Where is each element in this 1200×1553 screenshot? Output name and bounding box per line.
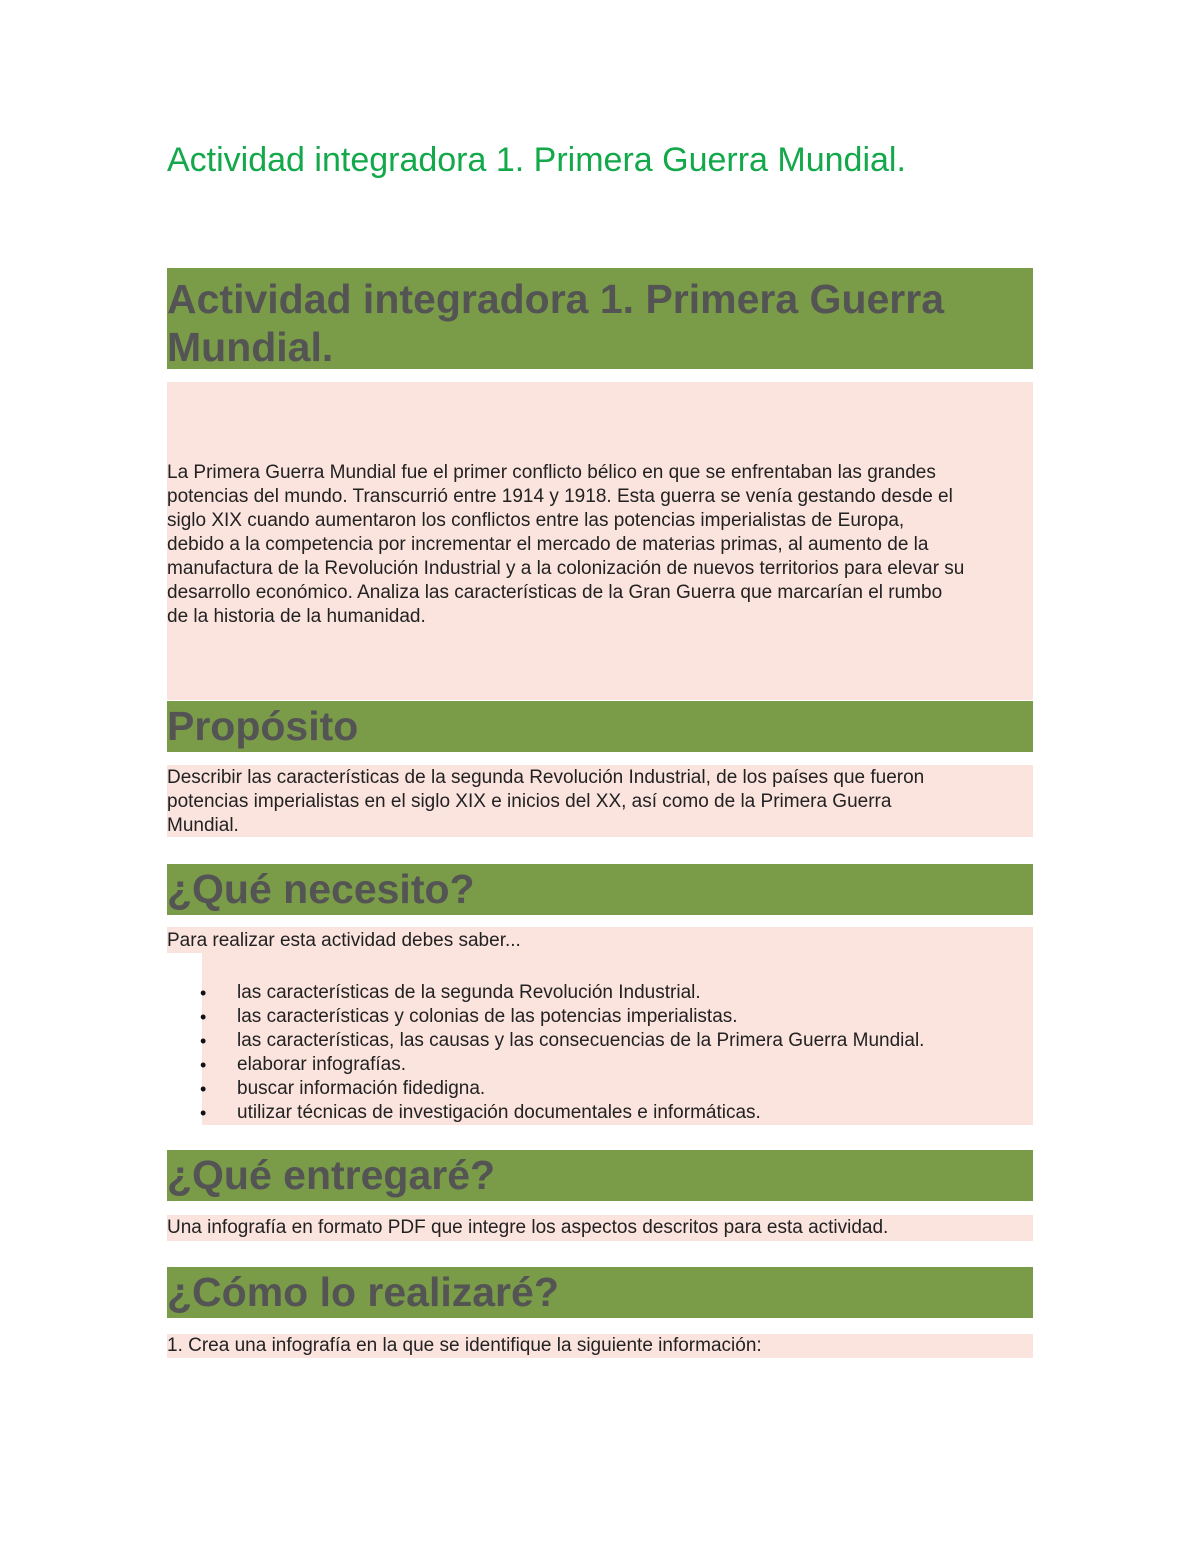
bullet-icon: • — [200, 1031, 207, 1051]
main-header-line-1: Actividad integradora 1. Primera Guerra — [167, 276, 944, 322]
intro-line: siglo XIX cuando aumentaron los conflictos entre las potencias imperialistas de Europa, — [167, 510, 905, 531]
section-heading-necesito: ¿Qué necesito? — [167, 864, 1033, 915]
list-item — [167, 1053, 924, 1077]
intro-panel — [167, 382, 1033, 700]
proposito-panel — [167, 765, 1033, 837]
proposito-line: potencias imperialistas en el siglo XIX e inicios del XX, así como de la Primera Guerra — [167, 791, 892, 812]
intro-line: La Primera Guerra Mundial fue el primer conflicto bélico en que se enfrentaban las grandes — [167, 462, 936, 483]
main-header-line-2: Mundial. — [167, 324, 334, 370]
list-item-text: las características y colonias de las potencias imperialistas. — [237, 1006, 738, 1027]
section-heading-entregare: ¿Qué entregaré? — [167, 1150, 1033, 1201]
section-heading-proposito: Propósito — [167, 701, 1033, 752]
list-item-text: las características, las causas y las consecuencias de la Primera Guerra Mundial. — [237, 1030, 925, 1051]
section-heading-realizare: ¿Cómo lo realizaré? — [167, 1267, 1033, 1318]
main-header-bar — [167, 268, 1033, 369]
intro-line: debido a la competencia por incrementar el mercado de materias primas, al aumento de la — [167, 534, 929, 555]
list-item — [167, 1029, 924, 1053]
entregare-panel: Una infografía en formato PDF que integre los aspectos descritos para esta actividad. — [167, 1215, 1033, 1241]
list-item — [167, 1005, 924, 1029]
intro-line: manufactura de la Revolución Industrial y a la colonización de nuevos territorios para elevar su — [167, 558, 965, 579]
bullet-icon: • — [200, 1055, 207, 1075]
list-item — [167, 1101, 924, 1125]
bullet-icon: • — [200, 1007, 207, 1027]
list-item-text: utilizar técnicas de investigación documentales e informáticas. — [237, 1102, 761, 1123]
necesito-panel — [167, 927, 1033, 1125]
list-item-text: elaborar infografías. — [237, 1054, 406, 1075]
realizare-panel: 1. Crea una infografía en la que se identifique la siguiente información: — [167, 1334, 1033, 1358]
list-item — [167, 1077, 924, 1101]
necesito-list — [167, 981, 924, 1125]
list-item-text: buscar información fidedigna. — [237, 1078, 486, 1099]
bullet-icon: • — [200, 1103, 207, 1123]
intro-line: potencias del mundo. Transcurrió entre 1914 y 1918. Esta guerra se venía gestando desde el — [167, 486, 953, 507]
intro-line: de la historia de la humanidad. — [167, 606, 426, 627]
proposito-line: Mundial. — [167, 815, 239, 836]
intro-line: desarrollo económico. Analiza las características de la Gran Guerra que marcarían el rumbo — [167, 582, 943, 603]
list-item-text: las características de la segunda Revolución Industrial. — [237, 982, 701, 1003]
bullet-icon: • — [200, 983, 207, 1003]
list-item — [167, 981, 924, 1005]
proposito-line: Describir las características de la segunda Revolución Industrial, de los países que fueron — [167, 767, 925, 788]
document-title: Actividad integradora 1. Primera Guerra Mundial. — [167, 141, 906, 179]
necesito-lead: Para realizar esta actividad debes saber... — [167, 927, 1033, 953]
bullet-icon: • — [200, 1079, 207, 1099]
